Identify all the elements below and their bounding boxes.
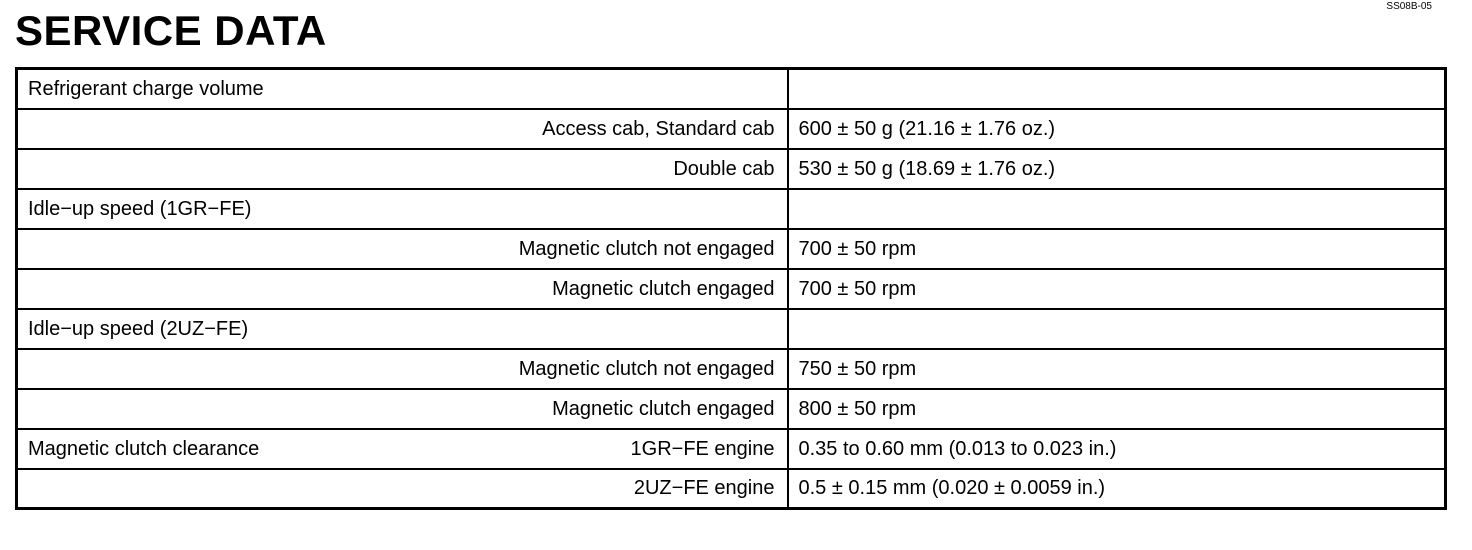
spec-value-2uz-clutch-engaged: 800 ± 50 rpm [788, 389, 1446, 429]
spec-label-2uz-clutch-not-engaged: Magnetic clutch not engaged [17, 349, 788, 389]
spec-value-idle-up-2uz [788, 309, 1446, 349]
spec-label-double-cab: Double cab [17, 149, 788, 189]
spec-label-refrigerant-charge: Refrigerant charge volume [17, 69, 788, 109]
table-row-clutch-clearance-2uz [17, 469, 1446, 509]
table-row-idle-up-2uz [17, 309, 1446, 349]
table-row-1gr-clutch-engaged [17, 269, 1446, 309]
table-row-clutch-clearance-1gr [17, 429, 1446, 469]
spec-label-clutch-clearance-1gr-engine: 1GR−FE engine [630, 437, 775, 460]
spec-value-clutch-clearance-1gr: 0.35 to 0.60 mm (0.013 to 0.023 in.) [788, 429, 1446, 469]
table-row-2uz-clutch-engaged [17, 389, 1446, 429]
spec-label-1gr-clutch-not-engaged: Magnetic clutch not engaged [17, 229, 788, 269]
table-row-2uz-clutch-not-engaged [17, 349, 1446, 389]
spec-value-clutch-clearance-2uz: 0.5 ± 0.15 mm (0.020 ± 0.0059 in.) [788, 469, 1446, 509]
spec-value-1gr-clutch-engaged: 700 ± 50 rpm [788, 269, 1446, 309]
table-row-idle-up-1gr [17, 189, 1446, 229]
spec-label-clutch-clearance-title: Magnetic clutch clearance [28, 437, 260, 460]
spec-label-2uz-clutch-engaged: Magnetic clutch engaged [17, 389, 788, 429]
document-code: SS08B-05 [1386, 1, 1432, 12]
spec-value-refrigerant-charge [788, 69, 1446, 109]
spec-value-2uz-clutch-not-engaged: 750 ± 50 rpm [788, 349, 1446, 389]
spec-label-idle-up-2uz: Idle−up speed (2UZ−FE) [17, 309, 788, 349]
spec-label-access-standard-cab: Access cab, Standard cab [17, 109, 788, 149]
spec-label-clutch-clearance-2uz-engine: 2UZ−FE engine [17, 469, 788, 509]
service-data-table [15, 67, 1447, 510]
spec-label-clutch-clearance [17, 429, 788, 469]
table-row-double-cab [17, 149, 1446, 189]
spec-label-1gr-clutch-engaged: Magnetic clutch engaged [17, 269, 788, 309]
spec-value-1gr-clutch-not-engaged: 700 ± 50 rpm [788, 229, 1446, 269]
page-title: SERVICE DATA [15, 7, 327, 54]
table-row-access-standard-cab [17, 109, 1446, 149]
spec-value-idle-up-1gr [788, 189, 1446, 229]
spec-value-double-cab: 530 ± 50 g (18.69 ± 1.76 oz.) [788, 149, 1446, 189]
spec-label-idle-up-1gr: Idle−up speed (1GR−FE) [17, 189, 788, 229]
table-row-refrigerant-charge [17, 69, 1446, 109]
spec-value-access-standard-cab: 600 ± 50 g (21.16 ± 1.76 oz.) [788, 109, 1446, 149]
table-row-1gr-clutch-not-engaged [17, 229, 1446, 269]
